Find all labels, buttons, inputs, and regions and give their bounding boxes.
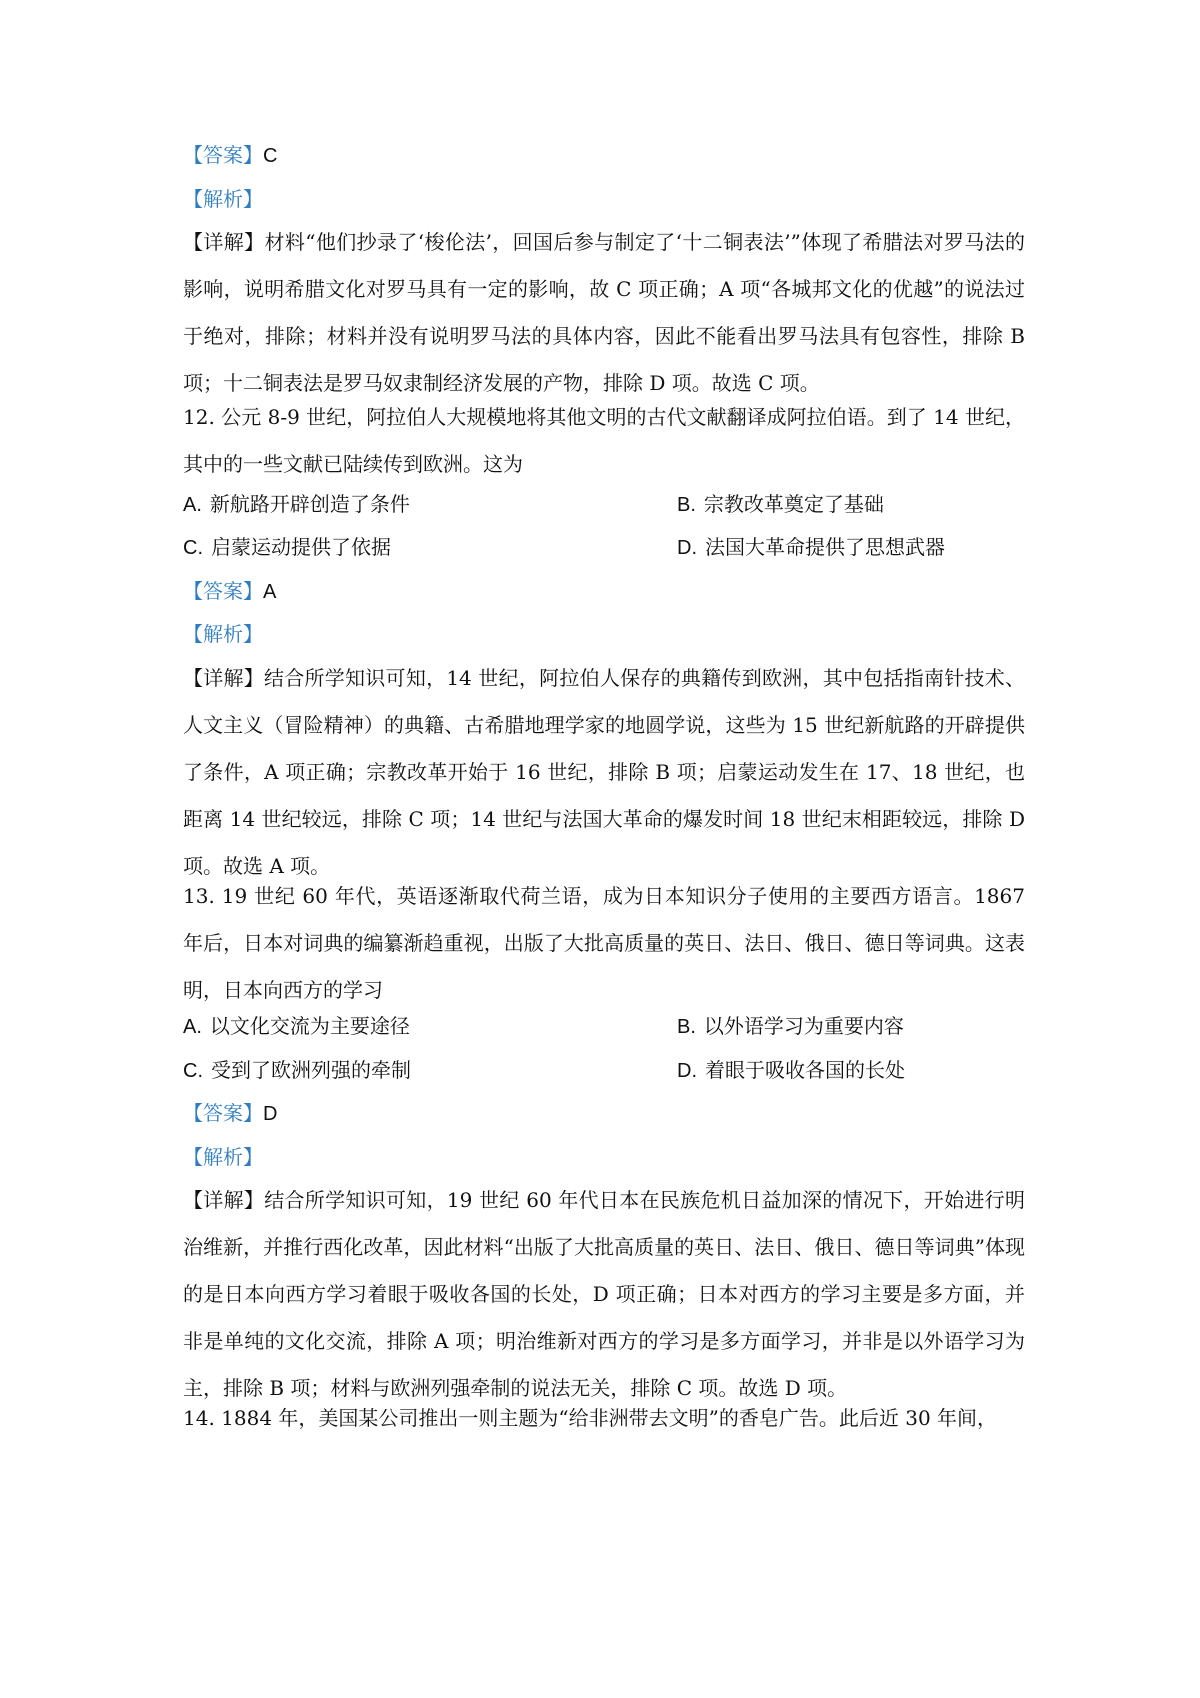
q12-detail-text: 结合所学知识可知，14 世纪，阿拉伯人保存的典籍传到欧洲，其中包括指南针技术、人文主义（冒险精神）的典籍、古希腊地理学家的地圆学说，这些为 15 世纪新航路的开辟提供了条件，A 项正确；宗教改革开始于 16 世纪，排除 B 项；启蒙运动发生在 17、18 世纪，也距离 14 世纪较远，排除 C 项；14 世纪与法国大革命的爆发时间 18 世纪末相距较远，排除 D 项。故选 A 项。 <box>183 666 1026 878</box>
q12-answer-value: A <box>263 581 277 603</box>
q14-stem: 14. 1884 年，美国某公司推出一则主题为“给非洲带去文明”的香皂广告。此后近 30 年间， <box>183 1406 998 1430</box>
option-label: B. <box>677 494 696 516</box>
detail-tag: 【详解】 <box>183 666 265 690</box>
option-text: 启蒙运动提供了依据 <box>211 535 391 559</box>
option-text: 以外语学习为重要内容 <box>703 1014 904 1038</box>
q12-stem: 12. 公元 8-9 世纪，阿拉伯人大规模地将其他文明的古代文献翻译成阿拉伯语。到了 14 世纪，其中的一些文献已陆续传到欧洲。这为 <box>183 405 1025 476</box>
option-label: D. <box>677 537 697 559</box>
detail-tag: 【详解】 <box>183 1188 265 1212</box>
analysis-tag: 【解析】 <box>183 622 263 646</box>
q13-detail-text: 结合所学知识可知，19 世纪 60 年代日本在民族危机日益加深的情况下，开始进行明治维新，并推行西化改革，因此材料“出版了大批高质量的英日、法日、俄日、德日等词典”体现的是日本向西方学习着眼于吸收各国的长处，D 项正确；日本对西方的学习主要是多方面，并非是单纯的文化交流，排除 A 项；明治维新对西方的学习是多方面学习，并非是以外语学习为主，排除 B 项；材料与欧洲列强牵制的说法无关，排除 C 项。故选 D 项。 <box>183 1188 1025 1400</box>
q13-detail <box>183 1177 1025 1412</box>
option-text: 宗教改革奠定了基础 <box>703 492 884 516</box>
option-label: B. <box>677 1016 696 1038</box>
q13-stem: 13. 19 世纪 60 年代，英语逐渐取代荷兰语，成为日本知识分子使用的主要西方语言。1867 年后，日本对词典的编纂渐趋重视，出版了大批高质量的英日、法日、俄日、德日等词典。这表明，日本向西方的学习 <box>183 884 1025 1002</box>
q13-option-a <box>183 1003 410 1051</box>
detail-tag: 【详解】 <box>183 230 265 254</box>
q13-answer-value: D <box>263 1103 278 1125</box>
q12-answer-line <box>183 568 1025 616</box>
q11-answer-value: C <box>263 145 278 167</box>
answer-tag: 【答案】 <box>183 1101 263 1125</box>
q12-option-a <box>183 481 410 529</box>
option-label: C. <box>183 1060 203 1082</box>
option-label: D. <box>677 1060 697 1082</box>
q12-analysis-line <box>183 611 1025 658</box>
analysis-tag: 【解析】 <box>183 1145 263 1169</box>
q12-option-d <box>677 524 945 572</box>
q11-detail-text: 材料“他们抄录了‘梭伦法’，回国后参与制定了‘十二铜表法’”体现了希腊法对罗马法的影响，说明希腊文化对罗马具有一定的影响，故 C 项正确；A 项“各城邦文化的优越”的说法过于绝对，排除；材料并没有说明罗马法的具体内容，因此不能看出罗马法具有包容性，排除 B 项；十二铜表法是罗马奴隶制经济发展的产物，排除 D 项。故选 C 项。 <box>183 230 1025 395</box>
option-label: C. <box>183 537 203 559</box>
q12-option-c <box>183 524 391 572</box>
q13-option-b <box>677 1003 904 1051</box>
option-text: 受到了欧洲列强的牵制 <box>211 1058 411 1082</box>
q12-detail <box>183 655 1025 890</box>
option-text: 着眼于吸收各国的长处 <box>705 1058 905 1082</box>
q13-option-c <box>183 1047 411 1095</box>
option-text: 法国大革命提供了思想武器 <box>705 535 945 559</box>
q11-detail <box>183 219 1025 407</box>
option-label: A. <box>183 1016 202 1038</box>
q12-option-b <box>677 481 884 529</box>
option-text: 以文化交流为主要途径 <box>209 1014 410 1038</box>
q11-analysis-line <box>183 176 1025 223</box>
analysis-tag: 【解析】 <box>183 187 263 211</box>
option-label: A. <box>183 494 202 516</box>
q11-answer-line <box>183 132 1025 180</box>
answer-tag: 【答案】 <box>183 579 263 603</box>
answer-tag: 【答案】 <box>183 143 263 167</box>
q13-analysis-line <box>183 1134 1025 1181</box>
q13-option-d <box>677 1047 905 1095</box>
option-text: 新航路开辟创造了条件 <box>209 492 410 516</box>
q13-answer-line <box>183 1090 1025 1138</box>
